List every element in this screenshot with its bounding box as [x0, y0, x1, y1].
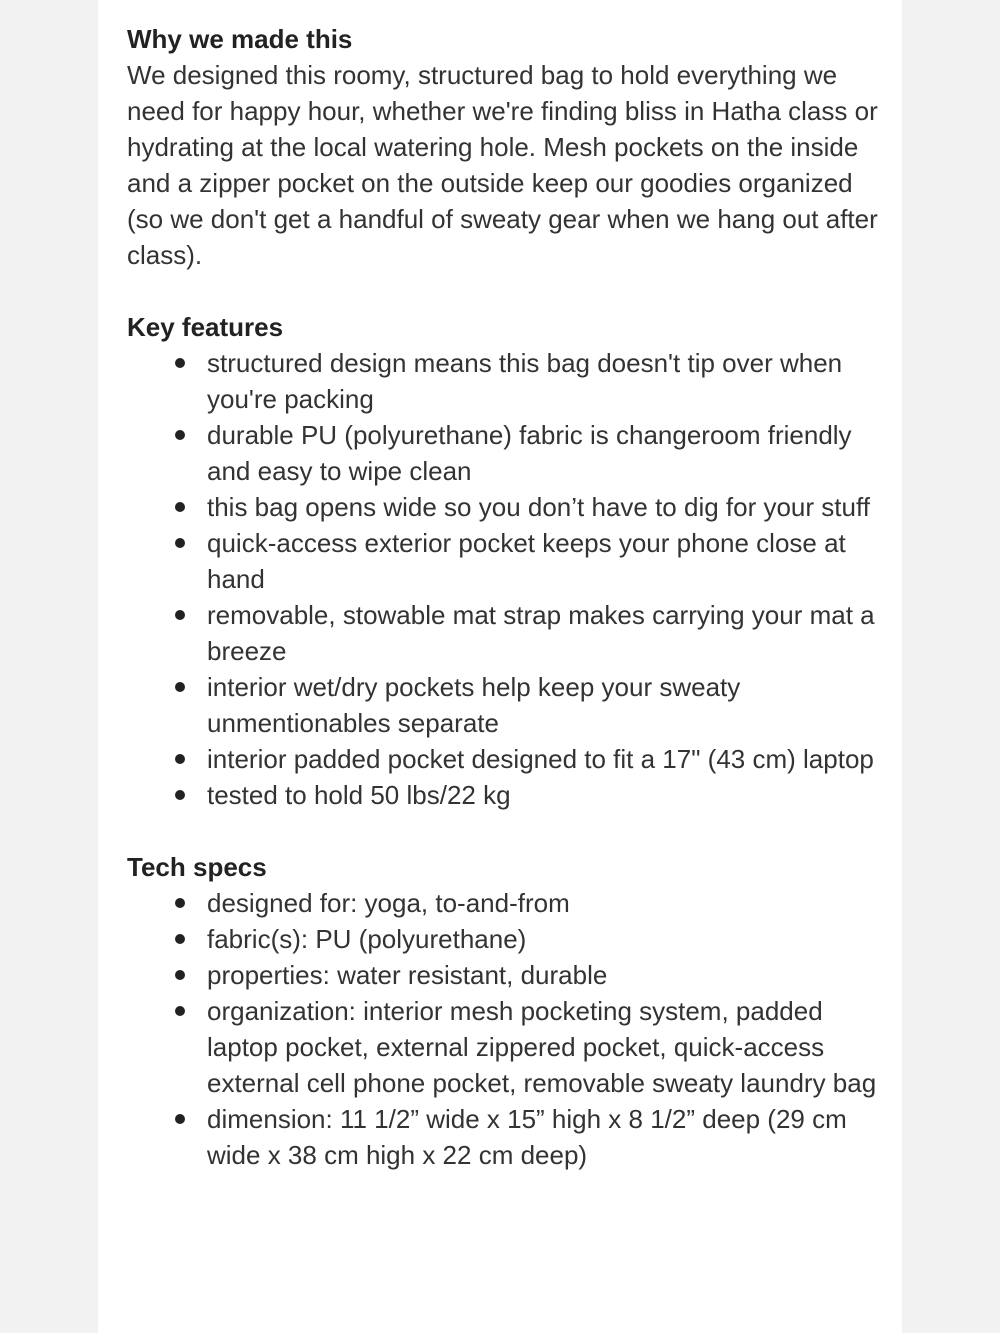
list-item: designed for: yoga, to-and-from	[207, 885, 887, 921]
list-item: properties: water resistant, durable	[207, 957, 887, 993]
product-description	[127, 21, 887, 1173]
list-item: tested to hold 50 lbs/22 kg	[207, 777, 887, 813]
list-item: structured design means this bag doesn't tip over when you're packing	[207, 345, 887, 417]
list-item: removable, stowable mat strap makes carrying your mat a breeze	[207, 597, 887, 669]
list-item: quick-access exterior pocket keeps your phone close at hand	[207, 525, 887, 597]
list-item: interior padded pocket designed to fit a 17" (43 cm) laptop	[207, 741, 887, 777]
list-item: interior wet/dry pockets help keep your sweaty unmentionables separate	[207, 669, 887, 741]
list-item: organization: interior mesh pocketing system, padded laptop pocket, external zippered pocket, quick-access external cell phone pocket, removable sweaty laundry bag	[207, 993, 887, 1101]
product-details-panel	[98, 0, 902, 1333]
list-item: dimension: 11 1/2” wide x 15” high x 8 1/2” deep (29 cm wide x 38 cm high x 22 cm deep)	[207, 1101, 887, 1173]
specs-list	[127, 885, 887, 1173]
features-list	[127, 345, 887, 813]
list-item: durable PU (polyurethane) fabric is changeroom friendly and easy to wipe clean	[207, 417, 887, 489]
specs-heading: Tech specs	[127, 852, 267, 882]
list-item: fabric(s): PU (polyurethane)	[207, 921, 887, 957]
list-item: this bag opens wide so you don’t have to dig for your stuff	[207, 489, 887, 525]
why-body: We designed this roomy, structured bag to hold everything we need for happy hour, whether we're finding bliss in Hatha class or hydrating at the local watering hole. Mesh pockets on the inside and a zipper pocket on the outside keep our goodies organized (so we don't get a handful of sweaty gear when we hang out after class).	[127, 60, 878, 270]
features-heading: Key features	[127, 312, 284, 342]
why-heading: Why we made this	[127, 24, 353, 54]
section-spacer	[127, 273, 887, 309]
section-spacer	[127, 813, 887, 849]
